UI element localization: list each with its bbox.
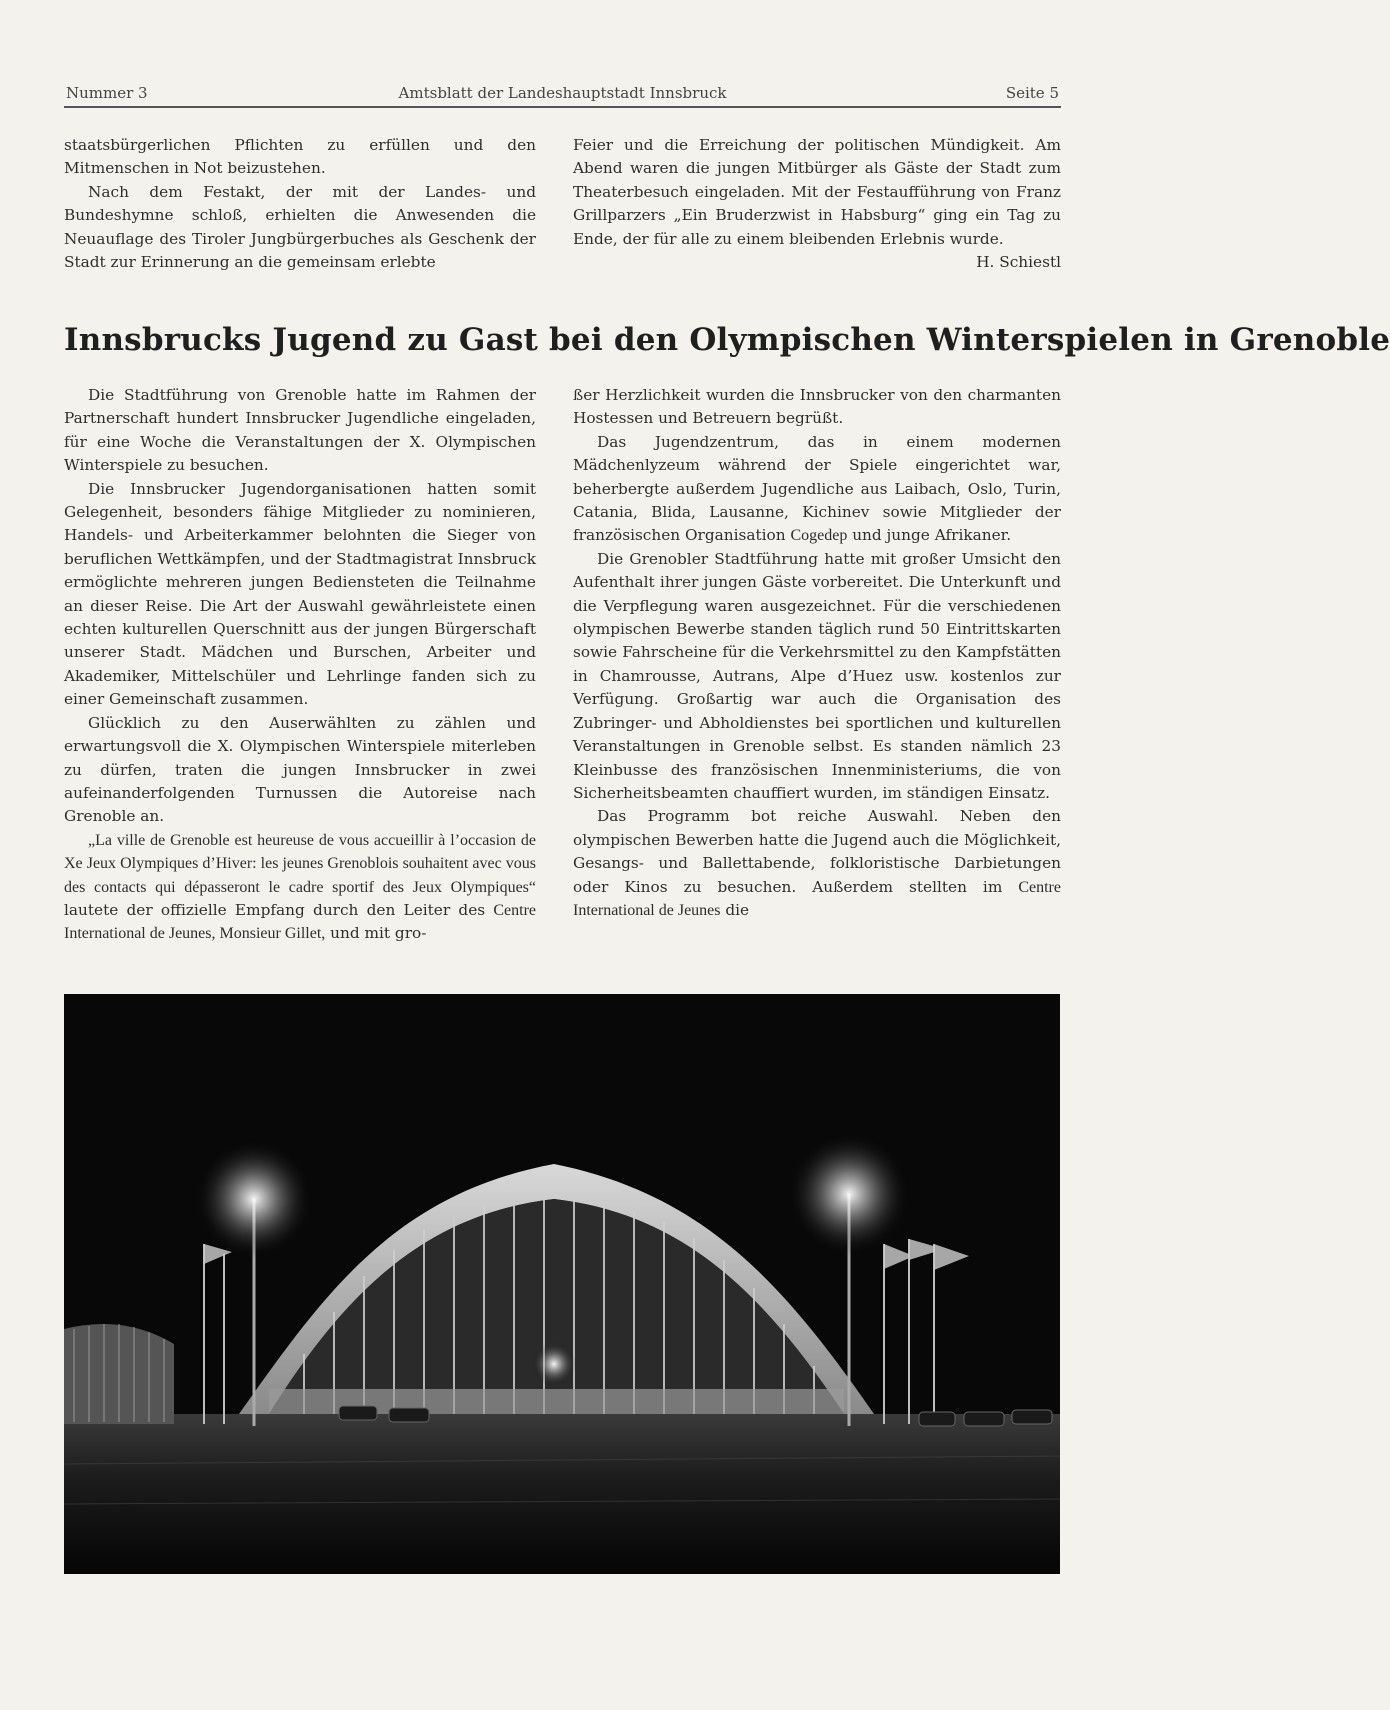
prev-paragraph: Feier und die Erreichung der politischen Mündigkeit. Am Abend waren die jungen Mitbürger als Gäste der Stadt zum Theaterbesuch eingeladen. Mit der Festaufführung von Franz Grillparzers „Ein Bruderzwist in Habsburg“ ging ein Tag zu Ende, der für alle zu einem bleibenden Erlebnis wurde. xyxy=(573,136,1061,248)
article-paragraph xyxy=(64,829,536,946)
text-run: und junge Afrikaner. xyxy=(852,526,1012,545)
article-paragraph: Die Innsbrucker Jugendorganisationen hatten somit Gelegenheit, besonders fähige Mitglieder zu nominieren, Handels- und Arbeiterkammer belohnten die Sieger von beruflichen Wettkämpfen, und der Stadtmagistrat Innsbruck ermöglichte mehreren jungen Bediensteten die Teilnahme an dieser Reise. Die Art der Auswahl gewährleistete einen echten kulturellen Querschnitt aus der jungen Bürgerschaft unserer Stadt. Mädchen und Burschen, Arbeiter und Akademiker, Mittelschüler und Lehrlinge fanden sich zu einer Gemeinschaft zusammen. xyxy=(64,479,536,709)
publication-title: Amtsblatt der Landeshauptstadt Innsbruck xyxy=(398,84,727,102)
article-headline: Innsbrucks Jugend zu Gast bei den Olympischen Winterspielen in Grenoble xyxy=(64,322,1390,358)
text-run: lautete der offizielle Empfang durch den Leiter des xyxy=(64,900,486,919)
prev-article-left-column xyxy=(64,134,536,274)
page-number: Seite 5 xyxy=(1005,84,1059,102)
article-paragraph xyxy=(573,431,1061,548)
latin-text-run: Centre International de Jeunes, Monsieur Gillet, xyxy=(64,901,536,943)
text-run: Das Programm bot reiche Auswahl. Neben den olympischen Bewerben hatte die Jugend auch die Möglichkeit, Gesangs- und Ballettabende, folkloristische Darbietungen oder Kinos zu besuchen. Außerdem stellten im xyxy=(573,807,1061,896)
running-head xyxy=(64,82,1061,108)
article-paragraph: Die Stadtführung von Grenoble hatte im Rahmen der Partnerschaft hundert Innsbrucker Jugendliche eingeladen, für eine Woche die Veranstaltungen der X. Olympischen Winterspiele zu besuchen. xyxy=(64,386,536,475)
left-lamp-glow xyxy=(194,1139,314,1259)
prev-article-right-column xyxy=(573,134,1061,274)
issue-number: Nummer 3 xyxy=(66,84,148,102)
latin-text-run: Centre International de Jeunes xyxy=(573,878,1061,919)
ground-plaza xyxy=(64,1414,1060,1574)
text-run: die xyxy=(725,900,750,919)
article-paragraph xyxy=(573,805,1061,922)
article-left-column xyxy=(64,384,536,946)
author-signature: H. Schiestl xyxy=(976,253,1061,272)
article-paragraph: ßer Herzlichkeit wurden die Innsbrucker von den charmanten Hostessen und Betreuern begrüßt. xyxy=(573,386,1061,428)
prev-paragraph: Nach dem Festakt, der mit der Landes- und Bundeshymne schloß, erhielten die Anwesenden die Neuauflage des Tiroler Jungbürgerbuches als Geschenk der Stadt zur Erinnerung an die gemeinsam erlebte xyxy=(64,182,536,272)
stadium-night-photo xyxy=(64,994,1060,1574)
right-lamp-glow xyxy=(787,1132,911,1256)
latin-text-run: Cogedep xyxy=(790,527,848,545)
french-quote: „La ville de Grenoble est heureuse de vous accueillir à l’occasion de Xe Jeux Olympiques d’Hiver: les jeunes Grenoblois souhaitent avec vous des contacts qui dépasseront le cadre sportif des Jeux Olympiques“ xyxy=(64,831,536,896)
article-paragraph: Glücklich zu den Auserwählten zu zählen und erwartungsvoll die X. Olympischen Winterspiele miterleben zu dürfen, traten die jungen Innsbrucker in zwei aufeinanderfolgenden Turnussen die Autoreise nach Grenoble an. xyxy=(64,713,536,826)
article-paragraph: Die Grenobler Stadtführung hatte mit großer Umsicht den Aufenthalt ihrer jungen Gäste vorbereitet. Die Unterkunft und die Verpflegung waren ausgezeichnet. Für die verschiedenen olympischen Bewerbe standen täglich rund 50 Eintrittskarten sowie Fahrscheine für die Verkehrsmittel zu den Kampfstätten in Chamrousse, Autrans, Alpe d’Huez usw. kostenlos zur Verfügung. Großartig war auch die Organisation des Zubringer- und Abholdienstes bei sportlichen und kulturellen Veranstaltungen in Grenoble selbst. Es standen nämlich 23 Kleinbusse des französischen Innenministeriums, die von Sicherheitsbeamten chauffiert wurden, im ständigen Einsatz. xyxy=(573,549,1061,802)
article-right-column xyxy=(573,384,1061,922)
text-run: und mit gro- xyxy=(330,924,427,943)
photo-illustration xyxy=(64,994,1060,1574)
prev-paragraph: staatsbürgerlichen Pflichten zu erfüllen und den Mitmenschen in Not beizustehen. xyxy=(64,136,536,178)
center-lamp-glow xyxy=(532,1342,576,1386)
text-run: Das Jugendzentrum, das in einem modernen Mädchenlyzeum während der Spiele eingerichtet war, beherbergte außerdem Jugendliche aus Laibach, Oslo, Turin, Catania, Blida, Lausanne, Kichinev sowie Mitglieder der französischen Organisation xyxy=(573,432,1061,545)
